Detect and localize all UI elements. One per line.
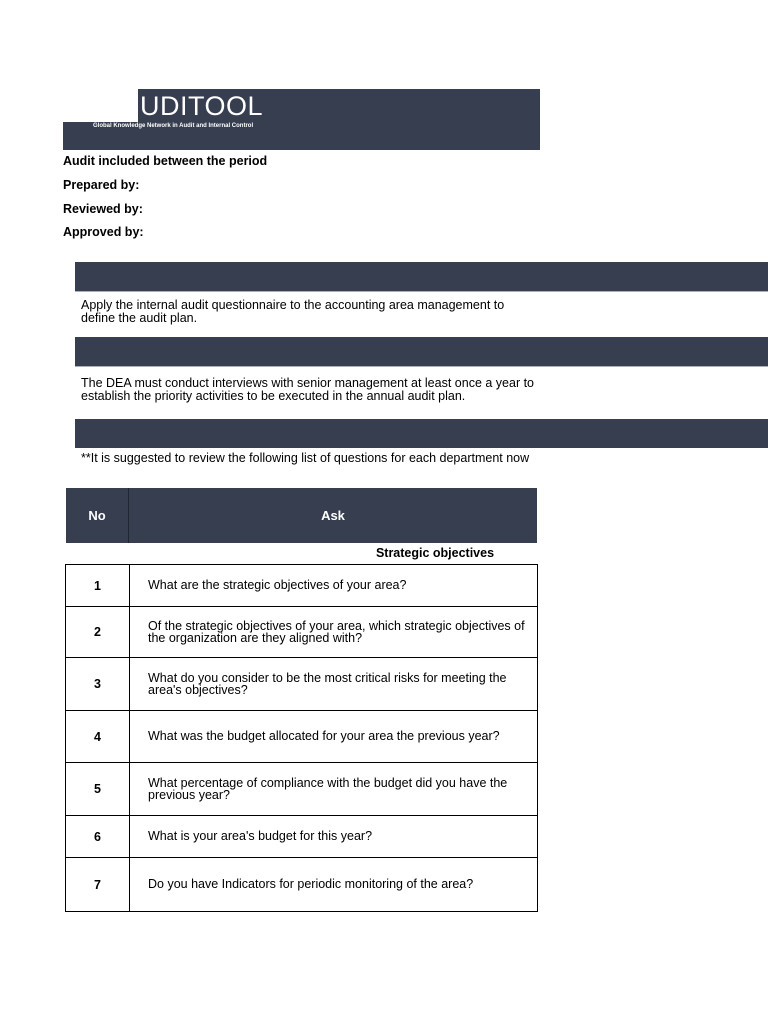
table-row bbox=[66, 763, 538, 816]
row-number: 5 bbox=[66, 763, 130, 816]
row-question: What do you consider to be the most critical risks for meeting the area's objectives? bbox=[130, 658, 538, 711]
row-question: What is your area's budget for this year? bbox=[130, 816, 538, 858]
row-question: Of the strategic objectives of your area, which strategic objectives of the organization are they aligned with? bbox=[130, 607, 538, 658]
logo-title: UDITOOL bbox=[140, 91, 264, 121]
row-number: 3 bbox=[66, 658, 130, 711]
row-number: 1 bbox=[66, 565, 130, 607]
row-number: 4 bbox=[66, 711, 130, 763]
row-question: Do you have Indicators for periodic monitoring of the area? bbox=[130, 858, 538, 912]
audit-period-label: Audit included between the period bbox=[63, 154, 268, 168]
procedure-section-header bbox=[75, 337, 768, 366]
table-section-title: Strategic objectives bbox=[375, 546, 495, 560]
procedure-text: The DEA must conduct interviews with senior management at least once a year to establish the priority activities to be executed in the annual audit plan. bbox=[81, 376, 535, 403]
row-question: What percentage of compliance with the budget did you have the previous year? bbox=[130, 763, 538, 816]
row-number: 6 bbox=[66, 816, 130, 858]
column-header-no: No bbox=[88, 508, 106, 523]
table-row bbox=[66, 607, 538, 658]
questions-table bbox=[65, 564, 538, 912]
note-text: **It is suggested to review the following list of questions for each department now bbox=[81, 451, 530, 465]
table-row bbox=[66, 858, 538, 912]
logo-notch bbox=[63, 89, 138, 122]
table-row bbox=[66, 565, 538, 607]
logo-tagline: Global Knowledge Network in Audit and Internal Control bbox=[93, 123, 254, 129]
table-row bbox=[66, 711, 538, 763]
divider bbox=[75, 366, 768, 367]
row-question: What was the budget allocated for your area the previous year? bbox=[130, 711, 538, 763]
reviewed-by-label: Reviewed by: bbox=[63, 202, 143, 216]
row-question: What are the strategic objectives of your area? bbox=[130, 565, 538, 607]
row-number: 2 bbox=[66, 607, 130, 658]
table-row bbox=[66, 658, 538, 711]
objective-text: Apply the internal audit questionnaire to the accounting area management to define the audit plan. bbox=[81, 298, 505, 325]
table-row bbox=[66, 816, 538, 858]
divider bbox=[75, 291, 768, 292]
row-number: 7 bbox=[66, 858, 130, 912]
questions-section-header bbox=[75, 419, 768, 448]
prepared-by-label: Prepared by: bbox=[63, 178, 140, 192]
approved-by-label: Approved by: bbox=[63, 225, 144, 239]
objective-section-header bbox=[75, 262, 768, 291]
column-header-ask: Ask bbox=[321, 508, 345, 523]
